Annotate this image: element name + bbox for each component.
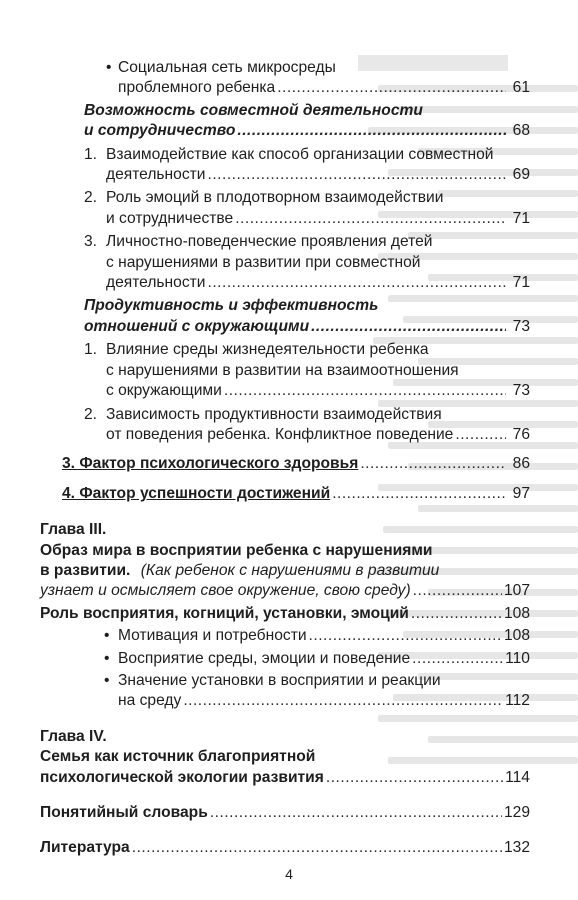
- bullet-icon: •: [104, 649, 110, 667]
- toc-entry-behavior[interactable]: [40, 232, 530, 293]
- entry-text: Взаимодействие как способ организации совместной: [106, 145, 494, 163]
- section-title: Продуктивность и эффективность: [84, 297, 379, 315]
- entry-text: Роль эмоций в плодотворном взаимодействии: [106, 189, 444, 207]
- page-number: 71: [512, 209, 530, 227]
- page-number: 110: [505, 649, 530, 667]
- chapter-title: Образ мира в восприятии ребенка с нарушениями: [40, 541, 433, 559]
- entry-text: с нарушениями в развитии на взаимоотношения: [106, 361, 459, 379]
- leader-dots: [235, 209, 506, 229]
- page-number: 108: [503, 604, 530, 622]
- leader-dots: [309, 626, 502, 646]
- entry-text: Мотивация и потребности: [118, 627, 307, 645]
- chapter-subtitle: узнает и осмысляет свое окружение, свою среду): [40, 582, 411, 600]
- leader-dots: [208, 165, 507, 185]
- leader-dots: [311, 317, 506, 337]
- entry-text: с окружающими: [106, 382, 222, 400]
- entry-text: на среду: [118, 692, 182, 710]
- item-number: 3.: [84, 233, 98, 251]
- chapter-title: Семья как источник благоприятной: [40, 748, 316, 766]
- leader-dots: [412, 649, 503, 669]
- factor-title: 4. Фактор успешности достижений: [62, 484, 331, 502]
- table-of-contents: [40, 58, 530, 859]
- section-title: отношений с окружающими: [84, 317, 310, 335]
- page-number: 97: [512, 484, 530, 502]
- page-number: 86: [512, 455, 530, 473]
- leader-dots: [132, 838, 502, 858]
- item-number: 1.: [84, 341, 98, 359]
- page-number: 112: [505, 692, 530, 710]
- leader-dots: [455, 425, 506, 445]
- entry-text: Значение установки в восприятии и реакции: [118, 671, 441, 689]
- toc-section-productivity[interactable]: [40, 296, 530, 337]
- leader-dots: [210, 803, 502, 823]
- leader-dots: [411, 604, 502, 624]
- bullet-icon: •: [104, 671, 110, 689]
- page-number: 73: [512, 317, 530, 335]
- item-number: 1.: [84, 145, 98, 163]
- toc-entry-perception-emotions[interactable]: [40, 649, 530, 669]
- bullet-icon: •: [104, 627, 110, 645]
- entry-text: от поведения ребенка. Конфликтное поведение: [106, 425, 454, 443]
- entry-text: деятельности: [106, 274, 206, 292]
- chapter-title: в развитии.: [40, 561, 131, 579]
- toc-section-cooperation[interactable]: [40, 101, 530, 142]
- chapter-subtitle: (Как ребенок с нарушениями в развитии: [140, 561, 440, 579]
- entry-text: Роль восприятия, когниций, установки, эмоций: [40, 604, 409, 622]
- leader-dots: [326, 768, 503, 788]
- entry-text: Личностно-поведенческие проявления детей: [106, 233, 433, 251]
- entry-text: и сотрудничестве: [106, 209, 234, 227]
- entry-text: Влияние среды жизнедеятельности ребенка: [106, 341, 429, 359]
- page-number: 108: [503, 627, 530, 645]
- toc-chapter-4[interactable]: [40, 727, 530, 788]
- toc-entry-social-network[interactable]: [40, 58, 530, 99]
- section-title: Возможность совместной деятельности: [84, 101, 423, 119]
- page-number: 76: [512, 425, 530, 443]
- factor-title: 3. Фактор психологического здоровья: [62, 455, 359, 473]
- chapter-title: психологической экологии развития: [40, 768, 324, 786]
- leader-dots: [237, 121, 506, 141]
- page-number: 73: [512, 382, 530, 400]
- toc-entry-factor-success[interactable]: [40, 484, 530, 504]
- page-number: 132: [503, 839, 530, 857]
- toc-entry-motivation[interactable]: [40, 626, 530, 646]
- leader-dots: [277, 78, 506, 98]
- toc-entry-perception-role[interactable]: [40, 604, 530, 624]
- page-number: 69: [512, 166, 530, 184]
- page-number-footer: 4: [285, 866, 293, 882]
- chapter-label: Глава III.: [40, 521, 107, 539]
- toc-entry-literature[interactable]: [40, 838, 530, 858]
- page-number: 129: [503, 804, 530, 821]
- toc-chapter-3[interactable]: [40, 520, 530, 602]
- item-number: 2.: [84, 405, 98, 423]
- entry-text: Понятийный словарь: [40, 804, 208, 821]
- entry-text: Литература: [40, 839, 130, 857]
- entry-text: Социальная сеть микросреды: [118, 59, 336, 76]
- page-number: 107: [503, 582, 530, 600]
- page-number: 68: [512, 122, 530, 140]
- entry-text: деятельности: [106, 166, 206, 184]
- toc-entry-attitude[interactable]: [40, 671, 530, 712]
- page-number: 114: [505, 768, 530, 786]
- entry-text: проблемного ребенка: [118, 79, 276, 97]
- toc-entry-emotions[interactable]: [40, 188, 530, 229]
- toc-entry-interaction[interactable]: [40, 145, 530, 186]
- toc-entry-environment[interactable]: [40, 340, 530, 401]
- entry-text: с нарушениями в развитии при совместной: [106, 253, 421, 271]
- toc-entry-factor-health[interactable]: [40, 454, 530, 474]
- leader-dots: [360, 454, 506, 474]
- leader-dots: [332, 484, 506, 504]
- entry-text: Зависимость продуктивности взаимодействия: [106, 405, 442, 423]
- entry-text: Восприятие среды, эмоции и поведение: [118, 649, 411, 667]
- section-title: и сотрудничество: [84, 122, 236, 140]
- leader-dots: [183, 691, 503, 711]
- toc-entry-conflict[interactable]: [40, 405, 530, 446]
- chapter-label: Глава IV.: [40, 727, 107, 745]
- page-number: 71: [512, 274, 530, 292]
- leader-dots: [413, 581, 502, 601]
- page-number: 61: [512, 79, 530, 97]
- item-number: 2.: [84, 189, 98, 207]
- bullet-icon: •: [106, 59, 112, 76]
- leader-dots: [208, 273, 507, 293]
- leader-dots: [224, 381, 506, 401]
- toc-entry-glossary[interactable]: [40, 803, 530, 823]
